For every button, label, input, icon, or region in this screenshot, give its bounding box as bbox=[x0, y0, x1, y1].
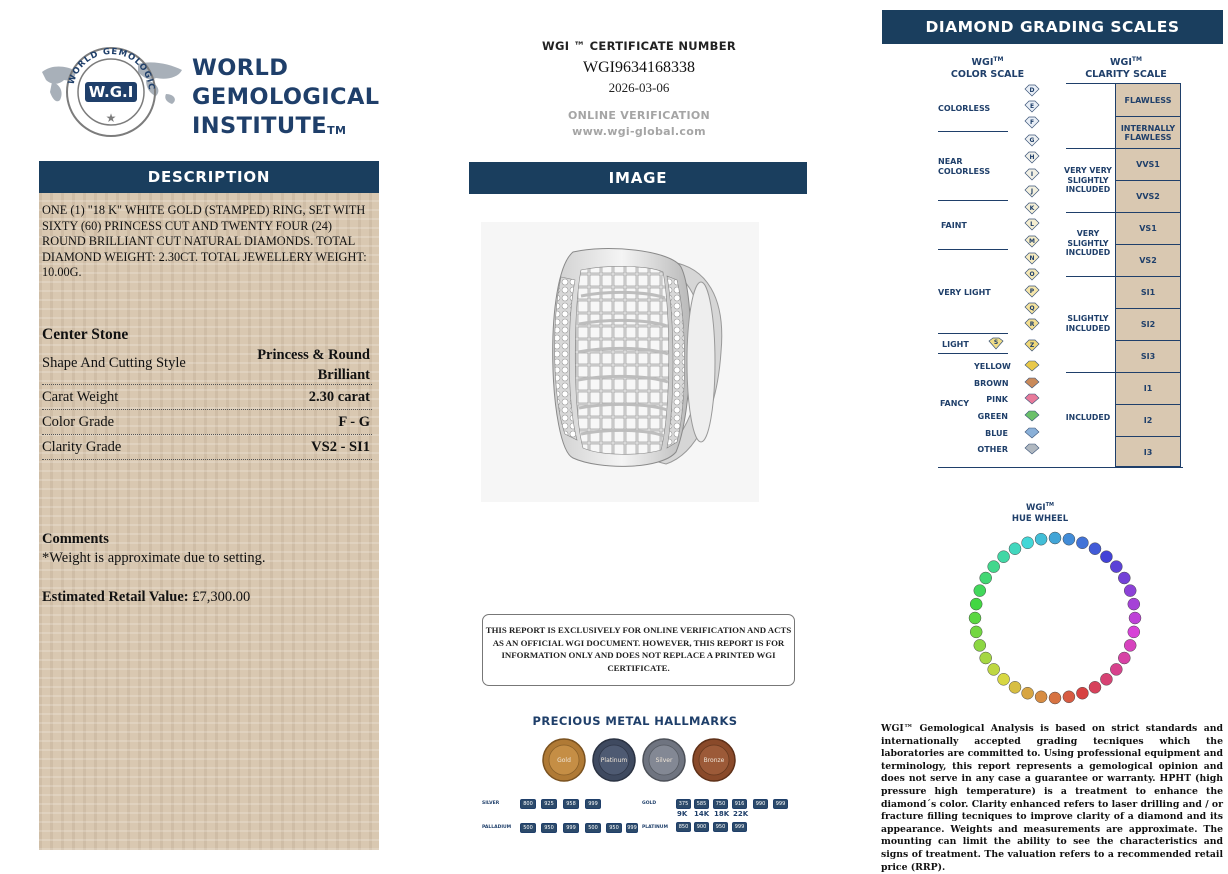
certificate-date: 2026-03-06 bbox=[608, 80, 670, 95]
hue-gem bbox=[1129, 612, 1141, 624]
color-divider bbox=[938, 353, 1008, 354]
clarity-grade: SI2 bbox=[1116, 309, 1180, 341]
color-group-label: FANCY bbox=[940, 399, 970, 408]
color-grade-letter: M bbox=[1029, 238, 1035, 245]
color-grade-letter: I bbox=[1030, 171, 1034, 178]
color-group-label: LIGHT bbox=[942, 340, 969, 349]
hue-wheel-diagram bbox=[955, 518, 1155, 708]
hallmarks-title: PRECIOUS METAL HALLMARKS bbox=[532, 714, 738, 728]
platinum-hallmark: 999 bbox=[732, 822, 747, 832]
hue-gem bbox=[1063, 533, 1075, 545]
color-grade-letter: P bbox=[1029, 288, 1035, 295]
gold-karat: 14K bbox=[694, 810, 710, 818]
fancy-color-label: YELLOW bbox=[974, 362, 1011, 371]
hue-gem bbox=[1076, 537, 1088, 549]
comments-text: *Weight is approximate due to setting. bbox=[42, 550, 266, 566]
color-group-label: VERY LIGHT bbox=[938, 288, 991, 297]
hue-gem bbox=[1049, 692, 1061, 704]
retail-label: Estimated Retail Value: bbox=[42, 589, 189, 605]
color-grade-letter: N bbox=[1029, 255, 1035, 262]
gold-hallmark: 916 bbox=[732, 799, 747, 809]
hue-gem bbox=[1128, 598, 1140, 610]
clarity-group-label: VERY VERY SLIGHTLY INCLUDED bbox=[1064, 166, 1112, 194]
svg-text:WORLD GEMOLOGICAL INSTITUTE: WORLD GEMOLOGIC bbox=[66, 46, 157, 92]
silver-hallmark: 800 bbox=[520, 799, 536, 809]
clarity-grade: I1 bbox=[1116, 373, 1180, 405]
description-panel bbox=[39, 193, 379, 850]
description-header: DESCRIPTION bbox=[39, 161, 379, 193]
palladium-hallmark-label: PALLADIUM bbox=[482, 825, 512, 830]
clarity-grade: FLAWLESS bbox=[1116, 84, 1180, 117]
color-grade-letter: Q bbox=[1029, 305, 1035, 312]
gold-medal-label: Gold bbox=[557, 757, 571, 764]
hue-gem bbox=[1124, 585, 1136, 597]
clarity-grade: I2 bbox=[1116, 405, 1180, 437]
fancy-gem-column bbox=[1022, 360, 1042, 460]
hue-gem bbox=[998, 673, 1010, 685]
hue-gem bbox=[974, 585, 986, 597]
clarity-divider bbox=[1066, 212, 1116, 213]
platinum-hallmark: 950 bbox=[713, 822, 728, 832]
color-grade-letter: J bbox=[1030, 188, 1034, 195]
color-divider bbox=[938, 200, 1008, 201]
color-grade-letter: E bbox=[1029, 103, 1035, 110]
gold-hallmark: 990 bbox=[753, 799, 768, 809]
clarity-grade: VVS2 bbox=[1116, 181, 1180, 213]
clarity-grade: INTERNALLY FLAWLESS bbox=[1116, 117, 1180, 149]
hue-gem bbox=[1009, 543, 1021, 555]
clarity-row bbox=[42, 437, 372, 460]
wgi-logo-wordmark bbox=[192, 54, 380, 141]
clarity-grade: SI3 bbox=[1116, 341, 1180, 373]
gold-karat: 18K bbox=[714, 810, 730, 818]
hue-gem bbox=[1124, 639, 1136, 651]
carat-row bbox=[42, 387, 372, 410]
fancy-color-label: BLUE bbox=[985, 429, 1008, 438]
clarity-group-label: INCLUDED bbox=[1065, 413, 1111, 422]
gold-karat: 9K bbox=[677, 810, 688, 818]
hue-gem bbox=[1128, 626, 1140, 638]
verification-notice: THIS REPORT IS EXCLUSIVELY FOR ONLINE VERIFICATION AND ACTS AS AN OFFICIAL WGI DOCUMENT. HOWEVER, THIS REPORT IS FOR INFORMATION ONLY AND DOES NOT REPLACE A PRINTED WGI CERTIFICATE. bbox=[482, 614, 795, 686]
metal-medals bbox=[542, 737, 742, 783]
fancy-color-label: BROWN bbox=[974, 379, 1009, 388]
color-divider bbox=[938, 131, 1008, 132]
fancy-color-label: OTHER bbox=[977, 445, 1008, 454]
color-divider bbox=[938, 467, 1183, 468]
hue-gem bbox=[1063, 691, 1075, 703]
color-scale-title: WGI™ COLOR SCALE bbox=[950, 56, 1025, 81]
color-grade-letter: S bbox=[993, 339, 999, 346]
hue-gem bbox=[1110, 561, 1122, 573]
color-grade-letter: O bbox=[1029, 271, 1035, 278]
clarity-grade: SI1 bbox=[1116, 277, 1180, 309]
silver-hallmark: 925 bbox=[541, 799, 557, 809]
color-grade-letter: Z bbox=[1029, 342, 1035, 349]
color-value: F - G bbox=[338, 414, 370, 430]
image-header: IMAGE bbox=[469, 162, 807, 194]
hue-gem bbox=[1118, 572, 1130, 584]
clarity-divider bbox=[1066, 83, 1116, 84]
gold-hallmark: 375 bbox=[676, 799, 691, 809]
online-verification bbox=[470, 108, 808, 140]
center-stone-title: Center Stone bbox=[42, 326, 129, 343]
clarity-grade: I3 bbox=[1143, 447, 1153, 457]
description-text: ONE (1) "18 K" WHITE GOLD (STAMPED) RING, SET WITH SIXTY (60) PRINCESS CUT AND TWENTY FOUR (24) ROUND BRILLIANT CUT NATURAL DIAMONDS. TOTAL DIAMOND WEIGHT: 2.30CT. TOTAL JEWELLERY WEIGHT: 10.00G. bbox=[42, 203, 367, 279]
certificate-number-label: WGI ™ CERTIFICATE NUMBER bbox=[541, 39, 737, 53]
palladium-hallmark: 950 bbox=[541, 823, 557, 833]
retail-value bbox=[42, 589, 250, 606]
shape-label: Shape And Cutting Style bbox=[42, 355, 186, 371]
color-label: Color Grade bbox=[42, 414, 115, 430]
ring-photo bbox=[481, 222, 759, 502]
hue-gem bbox=[974, 639, 986, 651]
comments-title: Comments bbox=[42, 531, 109, 547]
online-verification-url[interactable]: www.wgi-global.com bbox=[572, 125, 706, 138]
clarity-divider bbox=[1066, 372, 1116, 373]
certificate-number: WGI9634168338 bbox=[583, 59, 695, 76]
silver-hallmark: 958 bbox=[563, 799, 579, 809]
clarity-scale-title: WGI™ CLARITY SCALE bbox=[1085, 56, 1167, 81]
clarity-label: Clarity Grade bbox=[42, 439, 122, 455]
carat-value: 2.30 carat bbox=[308, 389, 370, 405]
carat-label: Carat Weight bbox=[42, 389, 119, 405]
hue-gem bbox=[988, 561, 1000, 573]
platinum-medal-label: Platinum bbox=[600, 757, 628, 764]
silver-hallmark: 999 bbox=[585, 799, 601, 809]
palladium-hallmark: 999 bbox=[627, 825, 637, 831]
color-group-label: FAINT bbox=[941, 221, 967, 230]
clarity-scale-column bbox=[1115, 83, 1181, 467]
silver-medal-label: Silver bbox=[655, 757, 673, 764]
hue-gem bbox=[1035, 533, 1047, 545]
color-grade-letter: F bbox=[1029, 119, 1035, 126]
hue-gem bbox=[1022, 687, 1034, 699]
palladium-hallmark: 950 bbox=[606, 823, 622, 833]
online-verification-label: ONLINE VERIFICATION bbox=[568, 109, 710, 122]
clarity-group-label: SLIGHTLY INCLUDED bbox=[1065, 314, 1111, 333]
color-divider bbox=[938, 333, 1008, 334]
hue-wheel-title: WGI™ HUE WHEEL bbox=[1011, 502, 1069, 524]
hue-gem bbox=[1100, 673, 1112, 685]
logo-line-3: INSTITUTE™ bbox=[192, 113, 347, 139]
palladium-hallmark: 500 bbox=[520, 823, 536, 833]
hue-gem bbox=[1009, 681, 1021, 693]
color-grade-letter: R bbox=[1029, 321, 1035, 328]
hue-gem bbox=[969, 612, 981, 624]
palladium-hallmark: 999 bbox=[563, 823, 579, 833]
fancy-color-label: GREEN bbox=[977, 412, 1008, 421]
platinum-hallmark: 850 bbox=[676, 822, 691, 832]
svg-text:W.G.I: W.G.I bbox=[88, 83, 134, 101]
color-grade-letter: L bbox=[1030, 221, 1034, 228]
hue-gem bbox=[1035, 691, 1047, 703]
shape-row bbox=[42, 344, 372, 385]
clarity-group-label: VERY SLIGHTLY INCLUDED bbox=[1065, 229, 1111, 257]
grading-disclaimer: WGI™ Gemological Analysis is based on strict standards and internationally accepted grading tecniques which the laboratories are committed to. Using professional equipment and terminology, this report represents a gemological opinion and does not serve in any case a guarantee or warranty. HPHT (high pressure high temperature) is a treatment to enhance the diamond´s color. Clarity enhanced refers to laser drilling and / or fracture filling tecniques to improve clarity of a diamond and its appearance. Weights and measurements are approximate. The mounting can limit the ability to see the characteristics and signs of treatment. The valuation refers to a recommended retail price (RRP). bbox=[881, 723, 1223, 873]
hue-gem bbox=[1100, 551, 1112, 563]
hue-gem bbox=[1089, 681, 1101, 693]
fancy-color-label: PINK bbox=[986, 395, 1008, 404]
hue-gem bbox=[988, 663, 1000, 675]
clarity-value: VS2 - SI1 bbox=[311, 439, 370, 455]
hue-gem bbox=[1049, 532, 1061, 544]
hue-gem bbox=[970, 626, 982, 638]
hue-gem bbox=[998, 551, 1010, 563]
color-group-label: NEAR COLORLESS bbox=[938, 157, 991, 176]
platinum-hallmark-label: PLATINUM bbox=[642, 825, 668, 830]
logo-line-2: GEMOLOGICAL bbox=[192, 84, 380, 110]
shape-value: Princess & Round Brilliant bbox=[257, 347, 370, 383]
color-grade-letter: D bbox=[1029, 87, 1035, 94]
platinum-hallmark: 900 bbox=[694, 822, 709, 832]
gold-hallmark: 585 bbox=[694, 799, 709, 809]
logo-line-1: WORLD bbox=[192, 55, 289, 81]
color-grade-letter: K bbox=[1029, 205, 1035, 212]
gold-hallmark: 750 bbox=[713, 799, 728, 809]
hue-gem bbox=[1110, 663, 1122, 675]
hue-gem bbox=[1089, 543, 1101, 555]
clarity-grade: VVS1 bbox=[1116, 149, 1180, 181]
bronze-medal-label: Bronze bbox=[703, 757, 725, 764]
clarity-divider bbox=[1066, 148, 1116, 149]
grading-scales-header: DIAMOND GRADING SCALES bbox=[882, 10, 1223, 44]
clarity-grade: VS2 bbox=[1116, 245, 1180, 277]
clarity-divider bbox=[1066, 276, 1116, 277]
color-grade-letter: H bbox=[1029, 154, 1035, 161]
gold-karat: 22K bbox=[733, 810, 749, 818]
color-row bbox=[42, 412, 372, 435]
hue-gem bbox=[980, 652, 992, 664]
hue-gem bbox=[980, 572, 992, 584]
color-divider bbox=[938, 249, 1008, 250]
retail-amount: £7,300.00 bbox=[192, 589, 251, 605]
wgi-logo-globe bbox=[38, 44, 184, 140]
palladium-hallmark: 500 bbox=[585, 823, 601, 833]
gold-hallmark: 999 bbox=[773, 799, 788, 809]
hue-gem bbox=[970, 598, 982, 610]
hue-gem bbox=[1118, 652, 1130, 664]
svg-text:★: ★ bbox=[105, 111, 117, 125]
hue-gem bbox=[1022, 537, 1034, 549]
silver-hallmark-label: SILVER bbox=[482, 801, 500, 806]
color-grade-letter: G bbox=[1029, 137, 1035, 144]
clarity-grade: VS1 bbox=[1116, 213, 1180, 245]
color-group-label: COLORLESS bbox=[938, 104, 991, 113]
hue-gem bbox=[1076, 687, 1088, 699]
gold-hallmark-label: GOLD bbox=[642, 801, 657, 806]
